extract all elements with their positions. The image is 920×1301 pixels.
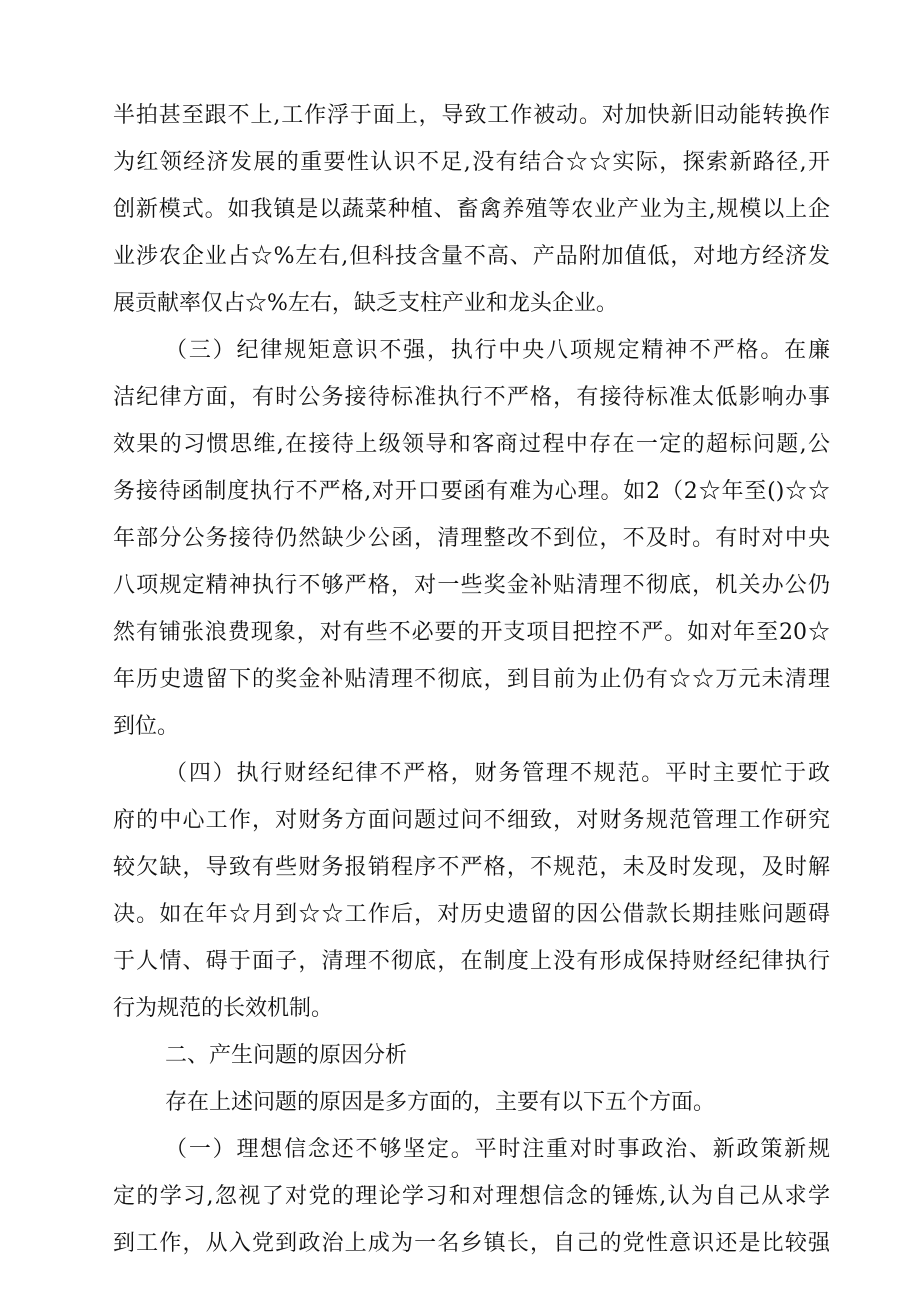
- text-line: 府的中心工作，对财务方面问题过问不细致，对财务规范管理工作研究: [113, 808, 830, 833]
- text-line: 于人情、碍于面子，清理不彻底，在制度上没有形成保持财经纪律执行: [113, 949, 830, 974]
- text-line: 半拍甚至跟不上,工作浮于面上，导致工作被动。对加快新旧动能转换作: [113, 103, 830, 128]
- text-line: 决。如在年☆月到☆☆工作后，对历史遗留的因公借款长期挂账问题碍: [113, 902, 830, 927]
- text-line: 存在上述问题的原因是多方面的，主要有以下五个方面。: [165, 1090, 716, 1115]
- paragraph-start-line: （三）纪律规矩意识不强，执行中央八项规定精神不严格。在廉: [165, 338, 830, 363]
- text-line: 到工作，从入党到政治上成为一名乡镇长，自己的党性意识还是比较强: [113, 1231, 830, 1256]
- text-line: 为红领经济发展的重要性认识不足,没有结合☆☆实际，探索新路径,开: [113, 150, 830, 175]
- text-line: 效果的习惯思维,在接待上级领导和客商过程中存在一定的超标问题,公: [113, 432, 830, 457]
- text-line: 务接待函制度执行不严格,对开口要函有难为心理。如2（2☆年至()☆☆: [113, 479, 830, 504]
- text-line: 年历史遗留下的奖金补贴清理不彻底，到目前为止仍有☆☆万元未清理: [113, 667, 830, 692]
- text-line: 洁纪律方面，有时公务接待标准执行不严格，有接待标准太低影响办事: [113, 385, 830, 410]
- text-line: 行为规范的长效机制。: [113, 996, 334, 1021]
- section-heading: 二、产生问题的原因分析: [165, 1043, 408, 1068]
- text-line: 业涉农企业占☆%左右,但科技含量不高、产品附加值低，对地方经济发: [113, 244, 830, 269]
- text-line: 年部分公务接待仍然缺少公函，清理整改不到位，不及时。有时对中央: [113, 526, 830, 551]
- text-line: 展贡献率仅占☆%左右，缺乏支柱产业和龙头企业。: [113, 291, 618, 316]
- text-line: 较欠缺，导致有些财务报销程序不严格，不规范，未及时发现，及时解: [113, 855, 830, 880]
- paragraph-start-line: （四）执行财经纪律不严格，财务管理不规范。平时主要忙于政: [165, 761, 830, 786]
- paragraph-start-line: （一）理想信念还不够坚定。平时注重对时事政治、新政策新规: [165, 1137, 830, 1162]
- text-line: 八项规定精神执行不够严格，对一些奖金补贴清理不彻底，机关办公仍: [113, 573, 830, 598]
- text-line: 定的学习,忽视了对党的理论学习和对理想信念的锤炼,认为自己从求学: [113, 1184, 830, 1209]
- text-line: 到位。: [113, 714, 180, 739]
- text-line: 创新模式。如我镇是以蔬菜种植、畜禽养殖等农业产业为主,规模以上企: [113, 197, 830, 222]
- text-line: 然有铺张浪费现象，对有些不必要的开支项目把控不严。如对年至20☆: [113, 620, 830, 645]
